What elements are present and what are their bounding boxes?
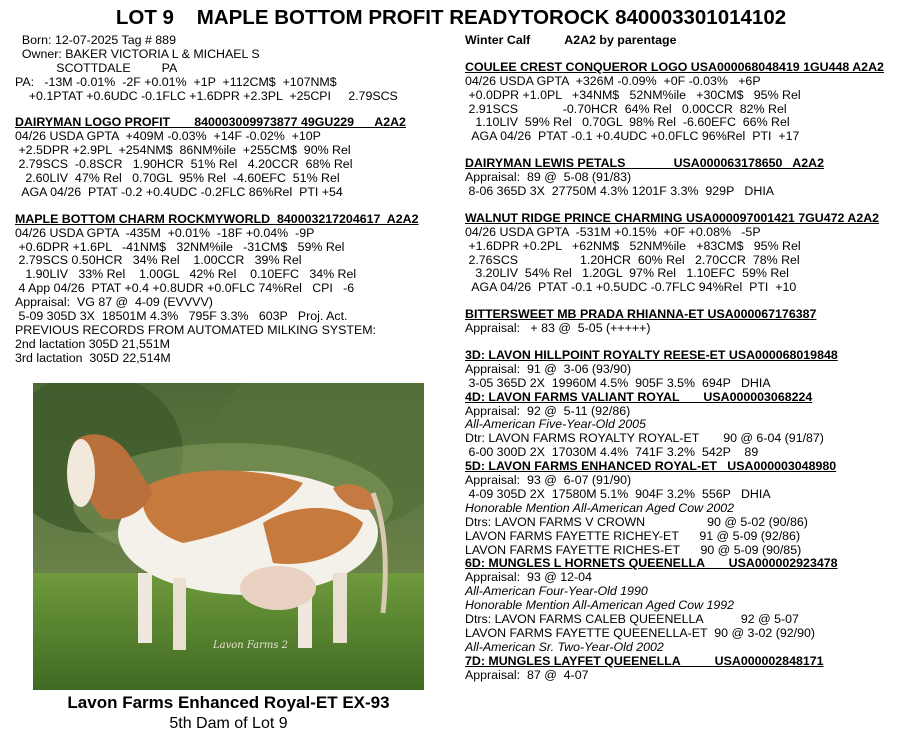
section-line: Appraisal: + 83 @ 5-05 (+++++) [465,321,651,336]
dam-line: PREVIOUS RECORDS FROM AUTOMATED MILKING SYSTEM: [15,322,376,337]
dam-line: 2.79SCS 0.50HCR 34% Rel 1.00CCR 39% Rel [15,253,302,268]
section-line: All-American Four-Year-Old 1990 [465,584,648,599]
section-line: Dtrs: LAVON FARMS CALEB QUEENELLA 92 @ 5-07 [465,611,799,626]
info-line: SCOTTDALE PA [15,60,178,75]
section-heading: 3D: LAVON HILLPOINT ROYALTY REESE-ET USA000068019848 [465,348,838,363]
sire-line: 2.79SCS -0.8SCR 1.90HCR 51% Rel 4.20CCR 68% Rel [15,157,353,172]
section-line: LAVON FARMS FAYETTE QUEENELLA-ET 90 @ 3-02 (92/90) [465,625,815,640]
photo-signature: Lavon Farms 2 [213,640,289,651]
section-line: Appraisal: 93 @ 6-07 (91/90) [465,473,632,488]
dam-line: 04/26 USDA GPTA -435M +0.01% -18F +0.04% -9P [15,225,315,240]
section-line: Appraisal: 89 @ 5-08 (91/83) [465,170,632,185]
section-line: 2.76SCS 1.20HCR 60% Rel 2.70CCR 78% Rel [465,252,800,267]
dam-line: 1.90LIV 33% Rel 1.00GL 42% Rel 0.10EFC 34% Rel [15,267,357,282]
sire-details [15,130,455,199]
section-line: 04/26 USDA GPTA +326M -0.09% +0F -0.03% +6P [465,73,761,88]
animal-info [15,34,455,103]
info-line: +0.1PTAT +0.6UDC -0.1FLC +1.6DPR +2.3PL +25CPI 2.79SCS [15,88,398,103]
section-line: Honorable Mention All-American Aged Cow 1992 [465,598,735,613]
section-line: AGA 04/26 PTAT -0.1 +0.4UDC +0.0FLC 96%Rel PTI +17 [465,129,800,144]
section-heading: COULEE CREST CONQUEROR LOGO USA000068048419 1GU448 A2A2 [465,59,884,74]
section-line: Honorable Mention All-American Aged Cow 2002 [465,500,735,515]
section-line: Dtr: LAVON FARMS ROYALTY ROYAL-ET 90 @ 6-04 (91/87) [465,431,824,446]
section-line: Appraisal: 93 @ 12-04 [465,570,592,585]
info-line: Born: 12-07-2025 Tag # 889 [15,33,176,47]
section-line: Appraisal: 87 @ 4-07 [465,667,589,682]
section-heading: WALNUT RIDGE PRINCE CHARMING USA000097001421 7GU472 A2A2 [465,210,880,225]
section-line: LAVON FARMS FAYETTE RICHES-ET 90 @ 5-09 (90/85) [465,542,802,557]
section-line: +0.0DPR +1.0PL +34NM$ 52NM%ile +30CM$ 95% Rel [465,87,801,102]
section-line: 2.91SCS -0.70HCR 64% Rel 0.00CCR 82% Rel [465,101,787,116]
sire-line: AGA 04/26 PTAT -0.2 +0.4UDC -0.2FLC 86%Rel PTI +54 [15,184,343,199]
dam-line: 5-09 305D 3X 18501M 4.3% 795F 3.3% 603P Proj. Act. [15,309,348,324]
dam-line: 3rd lactation 305D 22,514M [15,350,171,365]
right-column [465,34,897,682]
dam-details [15,227,455,366]
section-line: All-American Sr. Two-Year-Old 2002 [465,639,664,654]
sire-line: +2.5DPR +2.9PL +254NM$ 86NM%ile +255CM$ 90% Rel [15,143,351,158]
section-line: 3-05 365D 2X 19960M 4.5% 905F 3.5% 694P DHIA [465,375,771,390]
section-line: 3.20LIV 54% Rel 1.20GL 97% Rel 1.10EFC 59% Rel [465,266,789,281]
section-heading: 7D: MUNGLES LAYFET QUEENELLA USA000002848171 [465,653,824,668]
dam-line: 2nd lactation 305D 21,551M [15,336,170,351]
left-column [15,34,455,366]
section-line: +1.6DPR +0.2PL +62NM$ 52NM%ile +83CM$ 95% Rel [465,238,801,253]
section-line: Dtrs: LAVON FARMS V CROWN 90 @ 5-02 (90/86) [465,514,808,529]
section-line: All-American Five-Year-Old 2005 [465,417,646,432]
section-line: 1.10LIV 59% Rel 0.70GL 98% Rel -6.60EFC 66% Rel [465,115,790,130]
pedigree-sections [465,48,897,683]
section-line: LAVON FARMS FAYETTE RICHEY-ET 91 @ 5-09 (92/86) [465,528,801,543]
section-line: Appraisal: 91 @ 3-06 (93/90) [465,361,632,376]
dam-line: 4 App 04/26 PTAT +0.4 +0.8UDR +0.0FLC 74%Rel CPI -6 [15,281,355,296]
sire-heading: DAIRYMAN LOGO PROFIT 840003009973877 49GU229 A2A2 [15,115,406,130]
section-heading: DAIRYMAN LEWIS PETALS USA000063178650 A2A2 [465,156,824,171]
section-heading: 4D: LAVON FARMS VALIANT ROYAL USA000003068224 [465,389,813,404]
section-heading: BITTERSWEET MB PRADA RHIANNA-ET USA000067176387 [465,307,817,322]
calf-info: Winter Calf A2A2 by parentage [465,33,677,47]
info-line: PA: -13M -0.01% -2F +0.01% +1P +112CM$ +107NM$ [15,74,337,89]
sire-line: 2.60LIV 47% Rel 0.70GL 95% Rel -4.60EFC 51% Rel [15,171,340,186]
info-line: Owner: BAKER VICTORIA L & MICHAEL S [15,46,260,61]
section-heading: 6D: MUNGLES L HORNETS QUEENELLA USA000002923478 [465,556,838,571]
section-line: AGA 04/26 PTAT -0.1 +0.5UDC -0.7FLC 94%Rel PTI +10 [465,280,797,295]
section-line: Appraisal: 92 @ 5-11 (92/86) [465,403,631,418]
sire-line: 04/26 USDA GPTA +409M -0.03% +14F -0.02% +10P [15,129,321,144]
section-line: 4-09 305D 2X 17580M 5.1% 904F 3.2% 556P DHIA [465,486,771,501]
section-line: 04/26 USDA GPTA -531M +0.15% +0F +0.08% -5P [465,224,761,239]
lot-title: LOT 9 MAPLE BOTTOM PROFIT READYTOROCK 840003301014102 [115,6,787,29]
photo-caption: Lavon Farms Enhanced Royal-ET EX-93 [67,693,390,712]
photo-subcaption: 5th Dam of Lot 9 [169,715,288,732]
cow-photo [33,383,424,690]
section-line: 8-06 365D 3X 27750M 4.3% 1201F 3.3% 929P DHIA [465,184,775,199]
dam-line: Appraisal: VG 87 @ 4-09 (EVVVV) [15,295,213,310]
section-heading: 5D: LAVON FARMS ENHANCED ROYAL-ET USA000003048980 [465,459,837,474]
dam-heading: MAPLE BOTTOM CHARM ROCKMYWORLD 840003217204617 A2A2 [15,211,419,226]
section-line: 6-00 300D 2X 17030M 4.4% 741F 3.2% 542P 89 [465,445,759,460]
dam-line: +0.6DPR +1.6PL -41NM$ 32NM%ile -31CM$ 59% Rel [15,239,345,254]
